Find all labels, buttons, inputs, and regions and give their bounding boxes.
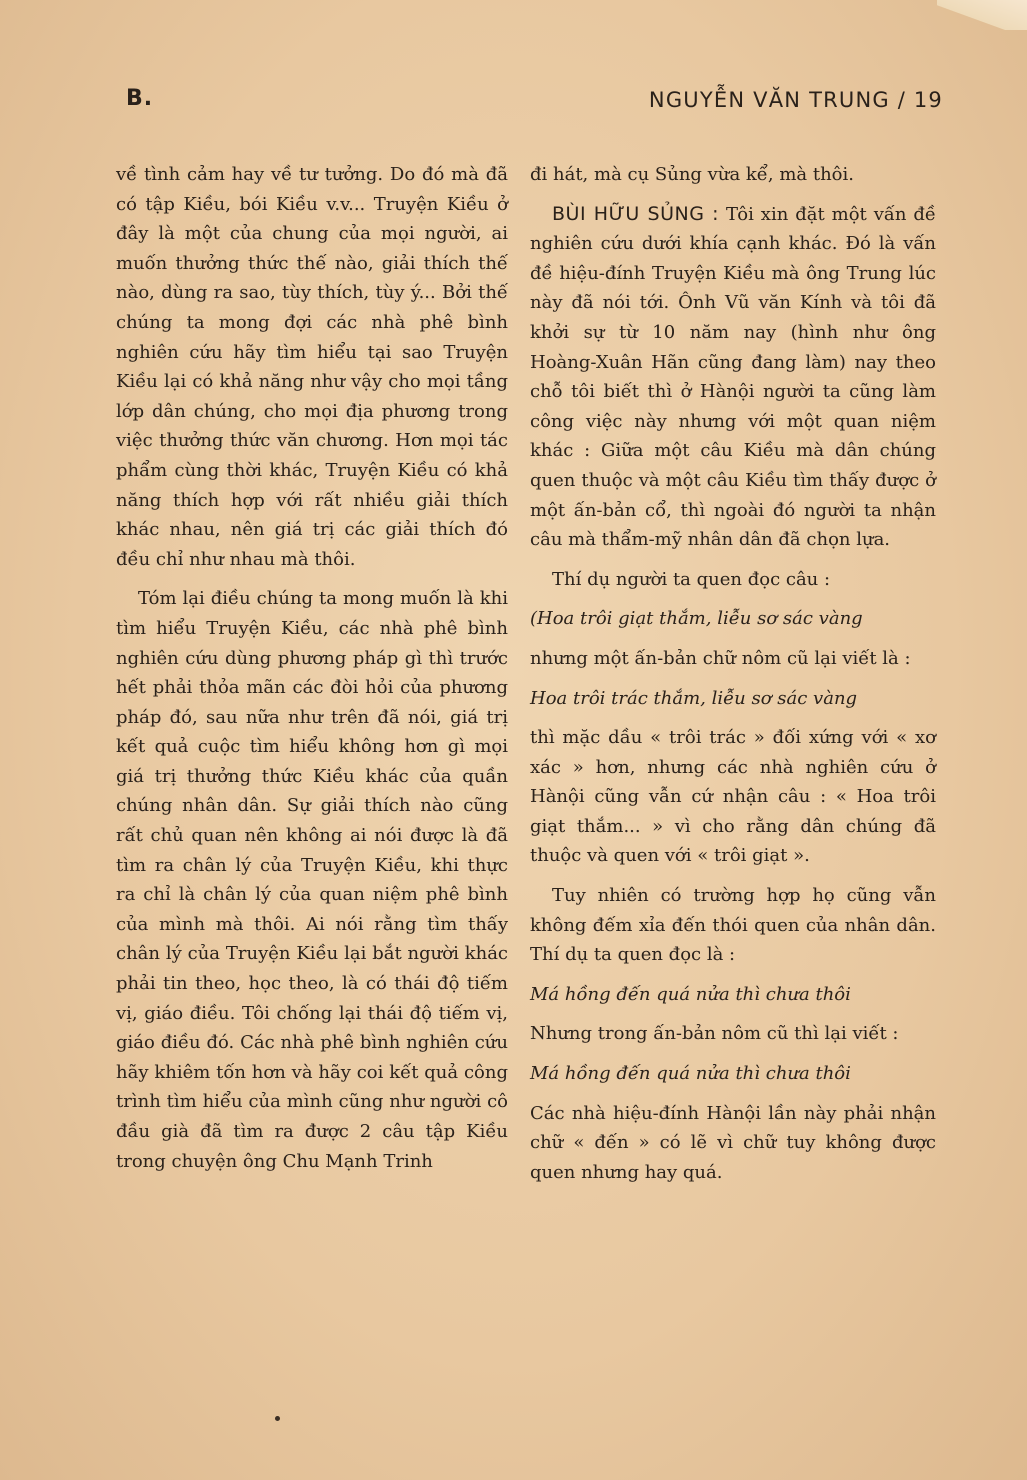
page-corner-fold: [937, 0, 1027, 30]
header-section-letter: B.: [126, 86, 154, 111]
left-paragraph-1: về tình cảm hay về tư tưởng. Do đó mà đã có tập Kiều, bói Kiều v.v... Truyện Kiều ở đây là một của chung của mọi người, ai muốn thưởng thức thế nào, giải thích thế nào, dùng ra sao, tùy thích, tùy ý... Bởi thế chúng ta mong đợi các nhà phê bình nghiên cứu hãy tìm hiểu tại sao Truyện Kiều lại có khả năng như vậy cho mọi tầng lớp dân chúng, cho mọi địa phương trong việc thưởng thức văn chương. Hơn mọi tác phẩm cùng thời khác, Truyện Kiều có khả năng thích hợp với rất nhiều giải thích khác nhau, nên giá trị các giải thích đó đều chỉ như nhau mà thôi.: [116, 164, 508, 570]
right-paragraph-1: đi hát, mà cụ Sủng vừa kể, mà thôi.: [530, 164, 854, 185]
right-column: [530, 160, 936, 1187]
right-paragraph-4: nhưng một ấn-bản chữ nôm cũ lại viết là :: [530, 647, 911, 669]
right-paragraph-3: Thí dụ người ta quen đọc câu :: [552, 568, 831, 590]
speaker-name: BÙI HỮU SỦNG :: [552, 202, 720, 225]
right-paragraph-6: Tuy nhiên có trường hợp họ cũng vẫn không đếm xỉa đến thói quen của nhân dân. Thí dụ ta quen đọc là :: [530, 885, 936, 966]
right-paragraph-7: Nhưng trong ấn-bản nôm cũ thì lại viết :: [530, 1023, 899, 1045]
verse-3: Má hồng đến quá nửa thì chưa thôi: [530, 983, 851, 1005]
right-paragraph-8: Các nhà hiệu-đính Hànội lần này phải nhận chữ « đến » có lẽ vì chữ tuy không được quen nhưng hay quá.: [530, 1102, 936, 1183]
header-author-page: NGUYỄN VĂN TRUNG / 19: [648, 88, 943, 112]
verse-1: (Hoa trôi giạt thắm, liễu sơ sác vàng: [530, 608, 863, 630]
left-column: [116, 160, 508, 1176]
right-paragraph-5: thì mặc dầu « trôi trác » đối xứng với « xơ xác » hơn, nhưng các nhà nghiên cứu ở Hànội cũng vẫn cứ nhận câu : « Hoa trôi giạt thắm... » vì cho rằng dân chúng đã thuộc và quen với « trôi giạt ».: [530, 727, 936, 867]
left-paragraph-2: Tóm lại điều chúng ta mong muốn là khi tìm hiểu Truyện Kiều, các nhà phê bình nghiên cứu dùng phương pháp gì thì trước hết phải thỏa mãn các đòi hỏi của phương pháp đó, sau nữa như trên đã nói, giá trị kết quả cuộc tìm hiểu không hơn gì mọi giá trị thưởng thức Kiều khác của quần chúng nhân dân. Sự giải thích nào cũng rất chủ quan nên không ai nói được là đã tìm ra chân lý của Truyện Kiều, khi thực ra chỉ là chân lý của quan niệm phê bình của mình mà thôi. Ai nói rằng tìm thấy chân lý của Truyện Kiều lại bắt người khác phải tin theo, học theo, là có thái độ tiếm vị, giáo điều. Tôi chống lại thái độ tiếm vị, giáo điều đó. Các nhà phê bình nghiên cứu hãy khiêm tốn hơn và hãy coi kết quả công trình tìm hiểu của mình cũng như người cô đầu già đã tìm ra được 2 câu tập Kiều trong chuyện ông Chu Mạnh Trinh: [116, 588, 508, 1172]
speaker-text: Tôi xin đặt một vấn đề nghiên cứu dưới khía cạnh khác. Đó là vấn đề hiệu-đính Truyện Kiều mà ông Trung lúc này đã nói tới. Ônh Vũ văn Kính và tôi đã khởi sự từ 10 năm nay (hình như ông Hoàng-Xuân Hãn cũng đang làm) nay theo chỗ tôi biết thì ở Hànội người ta cũng làm công việc này nhưng với một quan niệm khác : Giữa một câu Kiều mà dân chúng quen thuộc và một câu Kiều tìm thấy được ở một ấn-bản cổ, thì ngoài đó người ta nhận câu mà thẩm-mỹ nhân dân đã chọn lựa.: [530, 203, 936, 551]
ink-speck: [275, 1416, 280, 1421]
verse-4: Má hồng đến quá nửa thì chưa thôi: [530, 1063, 851, 1085]
right-paragraph-2: [530, 200, 936, 555]
verse-2: Hoa trôi trác thắm, liễu sơ sác vàng: [530, 687, 858, 709]
